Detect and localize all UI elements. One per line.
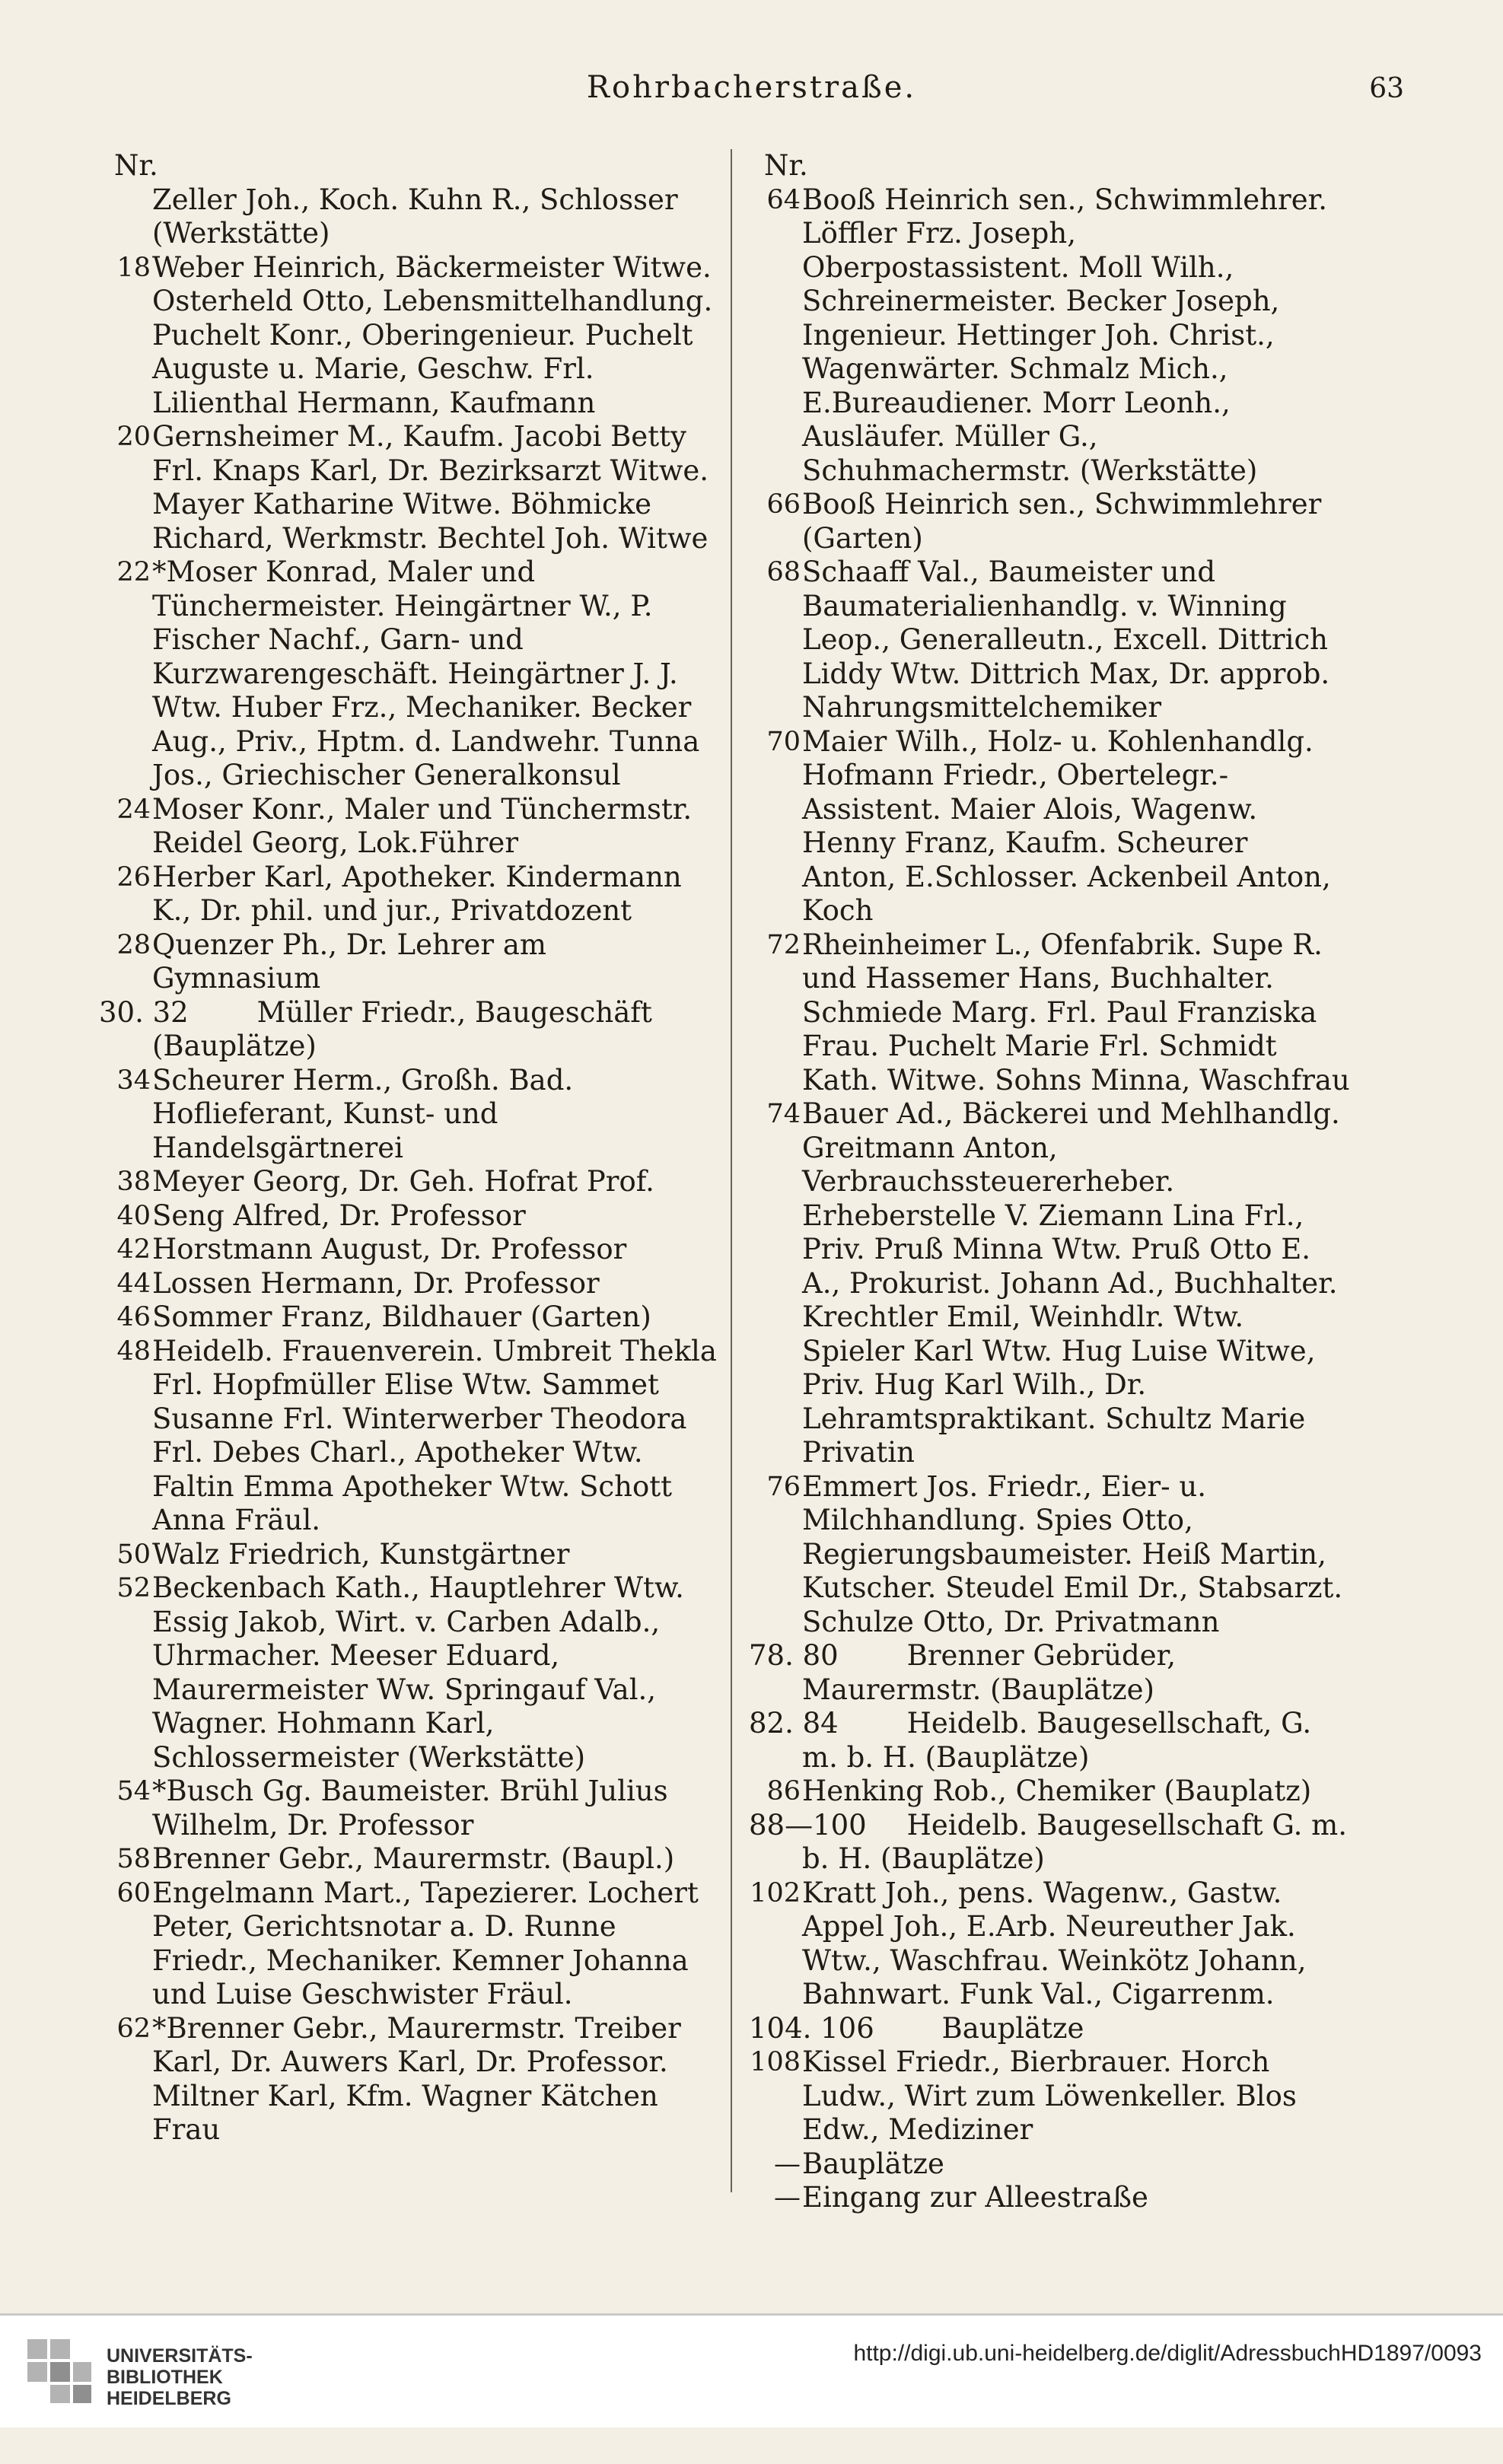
address-entry: [749, 725, 1350, 928]
address-entry: [99, 1775, 723, 1842]
page-title: Rohrbacherstraße.: [586, 70, 917, 105]
house-number: 62: [116, 2013, 151, 2044]
house-number: 74: [766, 1099, 801, 1129]
resident-text: Brenner Gebr., Maurermstr. (Baupl.): [152, 1842, 675, 1875]
address-entry: [99, 1165, 723, 1199]
footer-bar: [0, 2313, 1503, 2427]
entry-list: [99, 183, 723, 2147]
resident-text: Rheinheimer L., Ofenfabrik. Supe R. und Hassemer Hans, Buchhalter. Schmiede Marg. Frl. Paul Franziska Frau. Puchelt Marie Frl. Schmidt Kath. Witwe. Sohns Minna, Waschfrau: [802, 928, 1350, 1097]
address-entry: [749, 1877, 1350, 2012]
house-number: 78. 80: [749, 1639, 839, 1672]
entry-list: [749, 183, 1350, 2215]
resident-text: Heidelb. Baugesellschaft, G. m. b. H. (Bauplätze): [802, 1707, 1312, 1774]
address-entry: [749, 1809, 1350, 1877]
resident-text: Bauer Ad., Bäckerei und Mehlhandlg. Greitmann Anton, Verbrauchssteuererheber. Erheberstelle V. Ziemann Lina Frl., Priv. Pruß Minna Wtw. Pruß Otto E. A., Prokurist. Johann Ad., Buchhalter. Krechtler Emil, Weinhdlr. Wtw. Spieler Karl Wtw. Hug Luise Witwe, Priv. Hug Karl Wilh., Dr. Lehramtspraktikant. Schultz Marie Privatin: [802, 1097, 1340, 1469]
house-number: 66: [766, 489, 801, 520]
house-number: 52: [116, 1573, 151, 1603]
address-entry: [99, 1199, 723, 1234]
address-entry: [749, 556, 1350, 725]
address-entry: [749, 183, 1350, 489]
house-number: 44: [116, 1268, 151, 1299]
resident-text: *Busch Gg. Baumeister. Brühl Julius Wilhelm, Dr. Professor: [152, 1775, 668, 1842]
house-number: 64: [766, 184, 801, 215]
address-entry: [749, 1707, 1350, 1775]
address-entry: [99, 1538, 723, 1572]
address-entry: [99, 1300, 723, 1335]
resident-text: Heidelb. Baugesellschaft G. m. b. H. (Bauplätze): [802, 1808, 1347, 1875]
resident-text: Kratt Joh., pens. Wagenw., Gastw. Appel Joh., E.Arb. Neureuther Jak. Wtw., Waschfrau. Weinkötz Johann, Bahnwart. Funk Val., Cigarrenm.: [802, 1876, 1307, 2010]
house-number: 42: [116, 1234, 151, 1265]
address-entry: [99, 1267, 723, 1301]
column-heading: Nr.: [114, 149, 158, 182]
address-entry: [99, 420, 723, 556]
address-entry: [749, 1097, 1350, 1470]
resident-text: Scheurer Herm., Großh. Bad. Hoflieferant, Kunst- und Handelsgärtnerei: [152, 1063, 574, 1164]
resident-text: Booß Heinrich sen., Schwimmlehrer. Löffler Frz. Joseph, Oberpostassistent. Moll Wilh., Schreinermeister. Becker Joseph, Ingenieur. Hettinger Joh. Christ., Wagenwärter. Schmalz Mich., E.Bureaudiener. Morr Leonh., Ausläufer. Müller G., Schuhmachermstr. (Werkstätte): [802, 183, 1327, 487]
address-entry: [749, 2181, 1350, 2215]
address-entry: [99, 1571, 723, 1775]
house-number: 26: [116, 861, 151, 893]
page-number: 63: [1369, 73, 1404, 104]
address-entry: [99, 793, 723, 861]
house-number: 76: [766, 1471, 801, 1502]
resident-text: Henking Rob., Chemiker (Bauplatz): [802, 1775, 1312, 1807]
resident-text: Müller Friedr., Baugeschäft (Bauplätze): [152, 995, 652, 1062]
address-entry: [99, 1233, 723, 1267]
resident-text: Bauplätze: [802, 2147, 944, 2180]
resident-text: Meyer Georg, Dr. Geh. Hofrat Prof.: [152, 1165, 654, 1198]
resident-text: Heidelb. Frauenverein. Umbreit Thekla Frl. Hopfmüller Elise Wtw. Sammet Susanne Frl. Winterwerber Theodora Frl. Debes Charl., Apotheker Wtw. Faltin Emma Apotheker Wtw. Schott Anna Fräul.: [152, 1334, 717, 1536]
house-number: 24: [116, 794, 151, 825]
resident-text: Emmert Jos. Friedr., Eier- u. Milchhandlung. Spies Otto, Regierungsbaumeister. Heiß Martin, Kutscher. Steudel Emil Dr., Stabsarzt. Schulze Otto, Dr. Privatmann: [802, 1469, 1343, 1638]
library-name: [107, 2345, 253, 2409]
house-number: 18: [116, 252, 151, 283]
column-divider: [731, 149, 732, 2192]
resident-text: Sommer Franz, Bildhauer (Garten): [152, 1300, 651, 1333]
resident-text: Walz Friedrich, Kunstgärtner: [152, 1537, 570, 1571]
house-number: —: [774, 2148, 801, 2179]
resident-text: Moser Konr., Maler und Tünchermstr. Reidel Georg, Lok.Führer: [152, 792, 693, 859]
address-entry: [99, 556, 723, 793]
house-number: 58: [116, 1844, 151, 1874]
house-number: 60: [116, 1877, 151, 1908]
house-number: —: [774, 2182, 801, 2213]
address-entry: [749, 1470, 1350, 1640]
house-number: 104. 106: [749, 2011, 874, 2045]
address-entry: [99, 1335, 723, 1538]
address-entry: [749, 1639, 1350, 1707]
source-url-link[interactable]: http://digi.ub.uni-heidelberg.de/diglit/AdressbuchHD1897/0093: [853, 2341, 1482, 2366]
resident-text: Zeller Joh., Koch. Kuhn R., Schlosser (Werkstätte): [152, 183, 678, 250]
address-entry: [99, 1877, 723, 2012]
resident-text: Maier Wilh., Holz- u. Kohlenhandlg. Hofmann Friedr., Obertelegr.-Assistent. Maier Alois, Wagenw. Henny Franz, Kaufm. Scheurer Anton, E.Schlosser. Ackenbeil Anton, Koch: [802, 724, 1331, 927]
column-heading: Nr.: [764, 149, 808, 182]
house-number: 68: [766, 557, 801, 587]
library-name-line: HEIDELBERG: [107, 2388, 231, 2409]
address-entry: [99, 996, 723, 1064]
house-number: 72: [766, 929, 801, 960]
resident-text: Seng Alfred, Dr. Professor: [152, 1199, 526, 1232]
library-name-line: UNIVERSITÄTS-: [107, 2345, 253, 2367]
house-number: 70: [766, 726, 801, 757]
resident-text: Weber Heinrich, Bäckermeister Witwe. Osterheld Otto, Lebensmittelhandlung. Puchelt Konr., Oberingenieur. Puchelt Auguste u. Marie, Geschw. Frl. Lilienthal Hermann, Kaufmann: [152, 250, 713, 419]
house-number: 108: [750, 2047, 801, 2077]
house-number: 34: [116, 1065, 151, 1096]
resident-text: *Brenner Gebr., Maurermstr. Treiber Karl, Dr. Auwers Karl, Dr. Professor. Miltner Karl, Kfm. Wagner Kätchen Frau: [152, 2011, 681, 2146]
address-entry: [99, 2012, 723, 2147]
resident-text: Beckenbach Kath., Hauptlehrer Wtw. Essig Jakob, Wirt. v. Carben Adalb., Uhrmacher. Meeser Eduard, Maurermeister Ww. Springauf Val., Wagner. Hohmann Karl, Schlossermeister (Werkstätte): [152, 1571, 684, 1774]
house-number: 54: [116, 1776, 151, 1807]
resident-text: Horstmann August, Dr. Professor: [152, 1233, 627, 1265]
resident-text: Schaaff Val., Baumeister und Baumaterialienhandlg. v. Winning Leop., Generalleutn., Excell. Dittrich Liddy Wtw. Dittrich Max, Dr. approb. Nahrungsmittelchemiker: [802, 556, 1330, 724]
house-number: 48: [116, 1335, 151, 1367]
running-head: [0, 70, 1503, 116]
library-logo-icon: [23, 2335, 95, 2407]
resident-text: Kissel Friedr., Bierbrauer. Horch Ludw., Wirt zum Löwenkeller. Blos Edw., Mediziner: [802, 2045, 1297, 2146]
resident-text: Gernsheimer M., Kaufm. Jacobi Betty Frl. Knaps Karl, Dr. Bezirksarzt Witwe. Mayer Katharine Witwe. Böhmicke Richard, Werkmstr. Bechtel Joh. Witwe: [152, 420, 709, 555]
house-number: 46: [116, 1302, 151, 1332]
house-number: 38: [116, 1167, 151, 1197]
house-number: 82. 84: [749, 1707, 839, 1740]
footer-divider: [0, 2313, 1503, 2316]
resident-text: Herber Karl, Apotheker. Kindermann K., Dr. phil. und jur., Privatdozent: [152, 860, 682, 927]
house-number: 22: [116, 557, 151, 587]
resident-text: Quenzer Ph., Dr. Lehrer am Gymnasium: [152, 928, 547, 995]
library-name-line: BIBLIOTHEK: [107, 2367, 223, 2388]
address-entry: [99, 251, 723, 421]
address-entry: [749, 488, 1350, 556]
house-number: 28: [116, 929, 151, 960]
resident-text: Brenner Gebrüder, Maurermstr. (Bauplätze): [802, 1639, 1177, 1706]
address-entry: [99, 183, 723, 251]
address-entry: [749, 928, 1350, 1098]
resident-text: Booß Heinrich sen., Schwimmlehrer (Garten): [802, 488, 1322, 555]
resident-text: Eingang zur Alleestraße: [802, 2181, 1148, 2214]
left-column: [99, 149, 723, 2147]
address-entry: [99, 861, 723, 928]
address-entry: [99, 928, 723, 996]
resident-text: Engelmann Mart., Tapezierer. Lochert Peter, Gerichtsnotar a. D. Runne Friedr., Mechaniker. Kemner Johanna und Luise Geschwister Fräul.: [152, 1876, 699, 2010]
house-number: 86: [766, 1776, 801, 1807]
resident-text: Bauplätze: [941, 2011, 1084, 2045]
address-entry: [99, 1064, 723, 1166]
house-number: 102: [750, 1877, 801, 1908]
address-entry: [749, 1775, 1350, 1809]
address-entry: [749, 2012, 1350, 2046]
house-number: 50: [116, 1539, 151, 1570]
house-number: 30. 32: [99, 995, 189, 1029]
house-number: 88—100: [749, 1808, 867, 1842]
address-entry: [99, 1842, 723, 1877]
right-column: [749, 149, 1350, 2215]
address-entry: [749, 2147, 1350, 2182]
resident-text: Lossen Hermann, Dr. Professor: [152, 1266, 600, 1300]
address-entry: [749, 2045, 1350, 2147]
house-number: 40: [116, 1200, 151, 1231]
house-number: 20: [116, 422, 151, 452]
resident-text: *Moser Konrad, Maler und Tünchermeister. Heingärtner W., P. Fischer Nachf., Garn- und Kurzwarengeschäft. Heingärtner J. J. Wtw. Huber Frz., Mechaniker. Becker Aug., Priv., Hptm. d. Landwehr. Tunna Jos., Griechischer Generalkonsul: [152, 556, 700, 791]
